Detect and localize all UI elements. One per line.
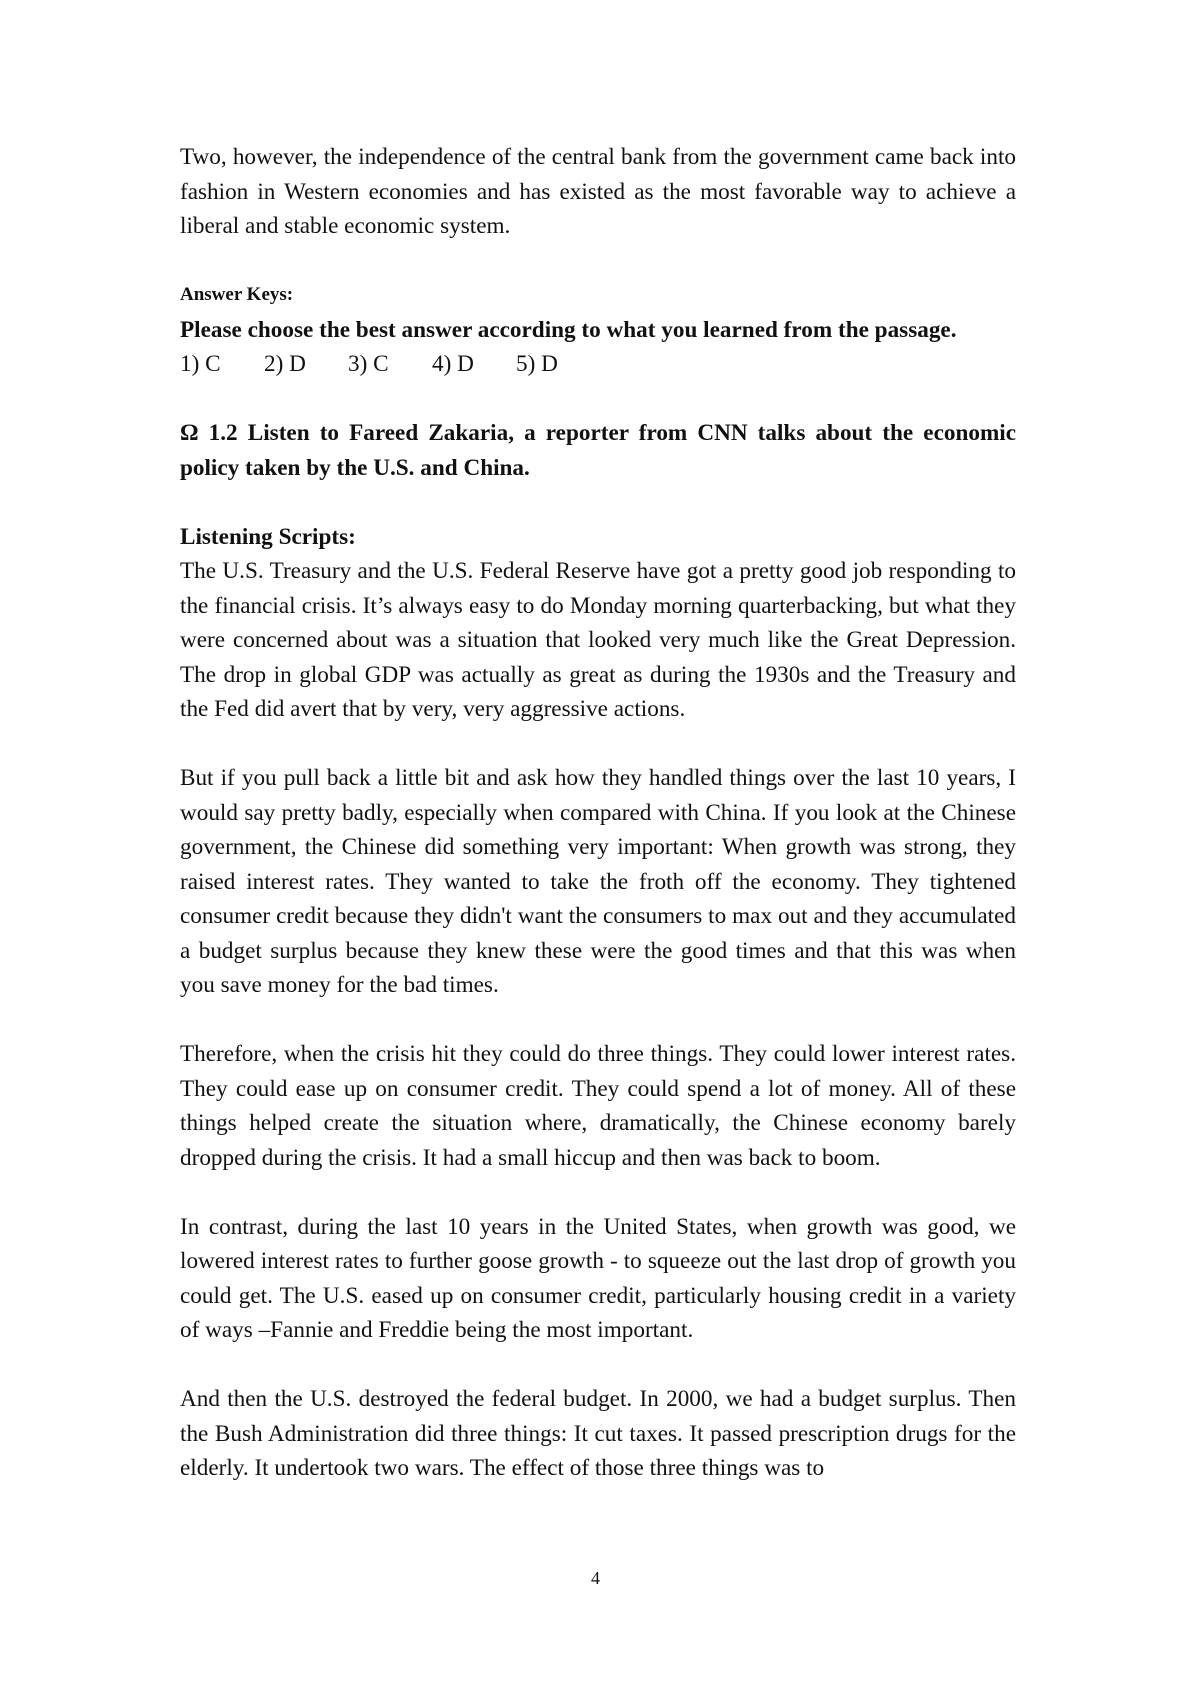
listening-scripts-label: Listening Scripts: bbox=[180, 523, 356, 550]
spacer bbox=[180, 1348, 1016, 1383]
answer-item: 4) D bbox=[432, 351, 474, 377]
answer-list bbox=[180, 347, 1016, 382]
script-paragraph: In contrast, during the last 10 years in the United States, when growth was good, we lowered interest rates to further goose growth - to squeeze out the last drop of growth you could get. The U.S. eased up on consumer credit, particularly housing credit in a variety of ways –Fannie and Freddie being the most important. bbox=[180, 1213, 1016, 1343]
answer-item: 1) C bbox=[180, 351, 221, 377]
intro-paragraph: Two, however, the independence of the central bank from the government came back into fashion in Western economies and has existed as the most favorable way to achieve a liberal and stable economic system. bbox=[180, 144, 1016, 239]
section-heading: Ω 1.2 Listen to Fareed Zakaria, a reporter from CNN talks about the economic policy taken by the U.S. and China. bbox=[180, 420, 1016, 481]
answer-keys-label: Answer Keys: bbox=[180, 284, 294, 305]
script-paragraph: And then the U.S. destroyed the federal budget. In 2000, we had a budget surplus. Then the Bush Administration did three things: It cut taxes. It passed prescription drugs for the elderly. It undertook two wars. The effect of those three things was to bbox=[180, 1386, 1016, 1481]
spacer bbox=[180, 485, 1016, 520]
spacer bbox=[180, 244, 1016, 279]
spacer bbox=[180, 382, 1016, 417]
document-page bbox=[180, 140, 1016, 1486]
answer-keys-instruction: Please choose the best answer according to what you learned from the passage. bbox=[180, 316, 957, 343]
script-paragraph: The U.S. Treasury and the U.S. Federal Reserve have got a pretty good job responding to the financial crisis. It’s always easy to do Monday morning quarterbacking, but what they were concerned about was a situation that looked very much like the Great Depression. The drop in global GDP was actually as great as during the 1930s and the Treasury and the Fed did avert that by very, very aggressive actions. bbox=[180, 558, 1016, 722]
script-paragraph: Therefore, when the crisis hit they could do three things. They could lower interest rates. They could ease up on consumer credit. They could spend a lot of money. All of these things helped create the situation where, dramatically, the Chinese economy barely dropped during the crisis. It had a small hiccup and then was back to boom. bbox=[180, 1041, 1016, 1171]
page-number: 4 bbox=[591, 1568, 600, 1588]
script-paragraph: But if you pull back a little bit and ask how they handled things over the last 10 years, I would say pretty badly, especially when compared with China. If you look at the Chinese government, the Chinese did something very important: When growth was strong, they raised interest rates. They wanted to take the froth off the economy. They tightened consumer credit because they didn't want the consumers to max out and they accumulated a budget surplus because they knew these were the good times and that this was when you save money for the bad times. bbox=[180, 765, 1016, 998]
answer-item: 5) D bbox=[516, 351, 558, 377]
spacer bbox=[180, 727, 1016, 762]
spacer bbox=[180, 1003, 1016, 1038]
answer-item: 2) D bbox=[264, 351, 306, 377]
spacer bbox=[180, 1175, 1016, 1210]
answer-item: 3) C bbox=[348, 351, 389, 377]
